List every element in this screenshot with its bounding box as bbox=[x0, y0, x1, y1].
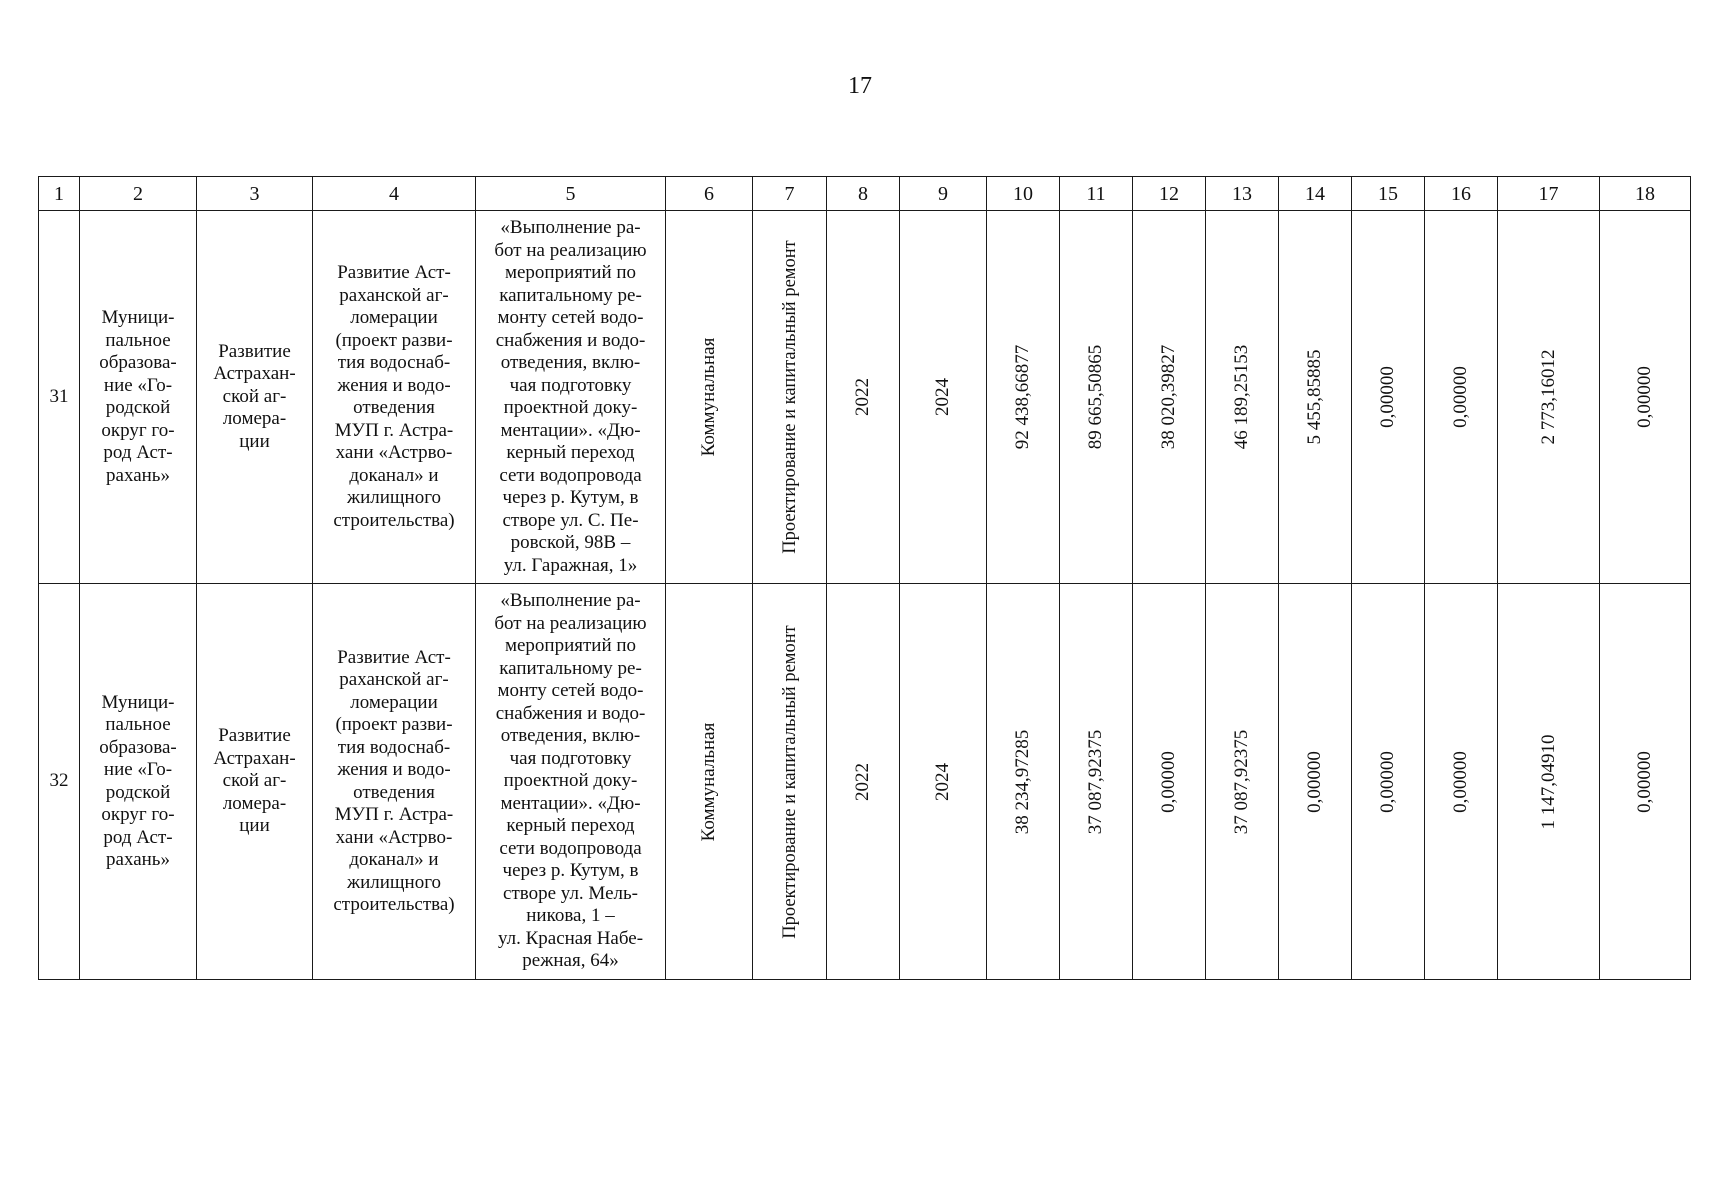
value-text: 5 455,85885 bbox=[1304, 349, 1325, 445]
work-type-text: Проектирование и капитальный ремонт bbox=[779, 624, 800, 939]
sector-text: Коммунальная bbox=[698, 722, 719, 841]
value-text: 0,00000 bbox=[1377, 750, 1398, 813]
work-type-cell bbox=[753, 211, 827, 584]
object-cell bbox=[476, 584, 666, 980]
column-header: 4 bbox=[313, 177, 476, 211]
year-start-text: 2022 bbox=[852, 378, 873, 416]
value-cell-10 bbox=[987, 584, 1060, 980]
value-cell-12 bbox=[1133, 211, 1206, 584]
project-cell bbox=[313, 584, 476, 980]
year-end-cell bbox=[900, 584, 987, 980]
value-cell-12 bbox=[1133, 584, 1206, 980]
value-cell-13 bbox=[1206, 584, 1279, 980]
column-header: 13 bbox=[1206, 177, 1279, 211]
year-end-text: 2024 bbox=[932, 378, 953, 416]
value-cell-18 bbox=[1600, 211, 1691, 584]
value-text: 89 665,50865 bbox=[1085, 344, 1106, 450]
column-header: 11 bbox=[1060, 177, 1133, 211]
table-row bbox=[39, 584, 1691, 980]
year-end-text: 2024 bbox=[932, 762, 953, 801]
value-text: 2 773,16012 bbox=[1537, 349, 1559, 445]
value-cell-16 bbox=[1425, 584, 1498, 980]
municipality-cell bbox=[80, 211, 197, 584]
value-text: 0,00000 bbox=[1634, 366, 1655, 428]
program-cell bbox=[197, 211, 313, 584]
year-start-text: 2022 bbox=[852, 762, 873, 801]
value-cell-17 bbox=[1498, 584, 1600, 980]
object-text: «Выполнение ра- бот на реализацию мероприятий по капитальному ре- монту сетей водо- снабжения и водо- отведения, вклю- чая подготовку проектной доку- ментации». «Дю- керный переход сети водопровода через р. Кутум, в створе ул. Мель- никова, 1 – ул. Красная Набе- режная, 64» bbox=[494, 590, 647, 972]
program-text: Развитие Астрахан- ской аг- ломера- ции bbox=[213, 725, 296, 837]
value-cell-14 bbox=[1279, 584, 1352, 980]
column-header: 9 bbox=[900, 177, 987, 211]
column-header: 10 bbox=[987, 177, 1060, 211]
value-text: 46 189,25153 bbox=[1231, 344, 1252, 450]
program-text: Развитие Астрахан- ской аг- ломера- ции bbox=[213, 340, 296, 452]
value-text: 0,00000 bbox=[1304, 750, 1325, 813]
program-cell bbox=[197, 584, 313, 980]
column-header: 7 bbox=[753, 177, 827, 211]
value-text: 0,00000 bbox=[1158, 750, 1179, 813]
sector-text: Коммунальная bbox=[698, 337, 719, 457]
year-end-cell bbox=[900, 211, 987, 584]
column-header: 18 bbox=[1600, 177, 1691, 211]
project-text: Развитие Аст- раханской аг- ломерации (проект разви- тия водоснаб- жения и водо- отведения МУП г. Астра- хани «Астрво- доканал» и жилищного строительства) bbox=[333, 646, 455, 915]
value-text: 92 438,66877 bbox=[1012, 344, 1033, 450]
municipality-text: Муници- пальное образова- ние «Го- родской округ го- род Аст- рахань» bbox=[99, 691, 177, 870]
value-cell-14 bbox=[1279, 211, 1352, 584]
value-cell-17 bbox=[1498, 211, 1600, 584]
value-text: 37 087,92375 bbox=[1231, 729, 1252, 834]
work-type-cell bbox=[753, 584, 827, 980]
value-cell-15 bbox=[1352, 211, 1425, 584]
value-cell-11 bbox=[1060, 211, 1133, 584]
column-header: 5 bbox=[476, 177, 666, 211]
value-text: 38 234,97285 bbox=[1012, 729, 1033, 834]
column-header: 17 bbox=[1498, 177, 1600, 211]
sector-cell bbox=[666, 584, 753, 980]
value-text: 0,00000 bbox=[1450, 366, 1471, 428]
row-number-cell: 31 bbox=[39, 211, 80, 584]
value-cell-13 bbox=[1206, 211, 1279, 584]
column-header: 3 bbox=[197, 177, 313, 211]
data-table bbox=[38, 176, 1691, 980]
value-text: 37 087,92375 bbox=[1085, 729, 1106, 834]
value-cell-15 bbox=[1352, 584, 1425, 980]
work-type-text: Проектирование и капитальный ремонт bbox=[779, 240, 800, 554]
value-cell-11 bbox=[1060, 584, 1133, 980]
page-number: 17 bbox=[848, 73, 872, 99]
column-header: 8 bbox=[827, 177, 900, 211]
row-number-cell: 32 bbox=[39, 584, 80, 980]
object-text: «Выполнение ра- бот на реализацию мероприятий по капитальному ре- монту сетей водо- снабжения и водо- отведения, вклю- чая подготовку проектной доку- ментации». «Дю- керный переход сети водопровода через р. Кутум, в створе ул. С. Пе- ровской, 98В – ул. Гаражная, 1» bbox=[494, 217, 647, 576]
project-cell bbox=[313, 211, 476, 584]
table-row bbox=[39, 211, 1691, 584]
column-header: 14 bbox=[1279, 177, 1352, 211]
value-text: 0,00000 bbox=[1634, 750, 1655, 813]
municipality-cell bbox=[80, 584, 197, 980]
column-header: 16 bbox=[1425, 177, 1498, 211]
column-header: 12 bbox=[1133, 177, 1206, 211]
value-text: 1 147,04910 bbox=[1537, 734, 1559, 829]
column-number-row bbox=[39, 177, 1691, 211]
sector-cell bbox=[666, 211, 753, 584]
year-start-cell bbox=[827, 211, 900, 584]
column-header: 15 bbox=[1352, 177, 1425, 211]
value-text: 0,00000 bbox=[1450, 750, 1471, 813]
municipality-text: Муници- пальное образова- ние «Го- родской округ го- род Аст- рахань» bbox=[99, 307, 177, 486]
object-cell bbox=[476, 211, 666, 584]
year-start-cell bbox=[827, 584, 900, 980]
column-header: 1 bbox=[39, 177, 80, 211]
value-cell-18 bbox=[1600, 584, 1691, 980]
value-cell-10 bbox=[987, 211, 1060, 584]
column-header: 2 bbox=[80, 177, 197, 211]
value-cell-16 bbox=[1425, 211, 1498, 584]
project-text: Развитие Аст- раханской аг- ломерации (проект разви- тия водоснаб- жения и водо- отведения МУП г. Астра- хани «Астрво- доканал» и жилищного строительства) bbox=[333, 262, 455, 531]
value-text: 38 020,39827 bbox=[1158, 344, 1179, 450]
value-text: 0,00000 bbox=[1377, 366, 1398, 428]
column-header: 6 bbox=[666, 177, 753, 211]
